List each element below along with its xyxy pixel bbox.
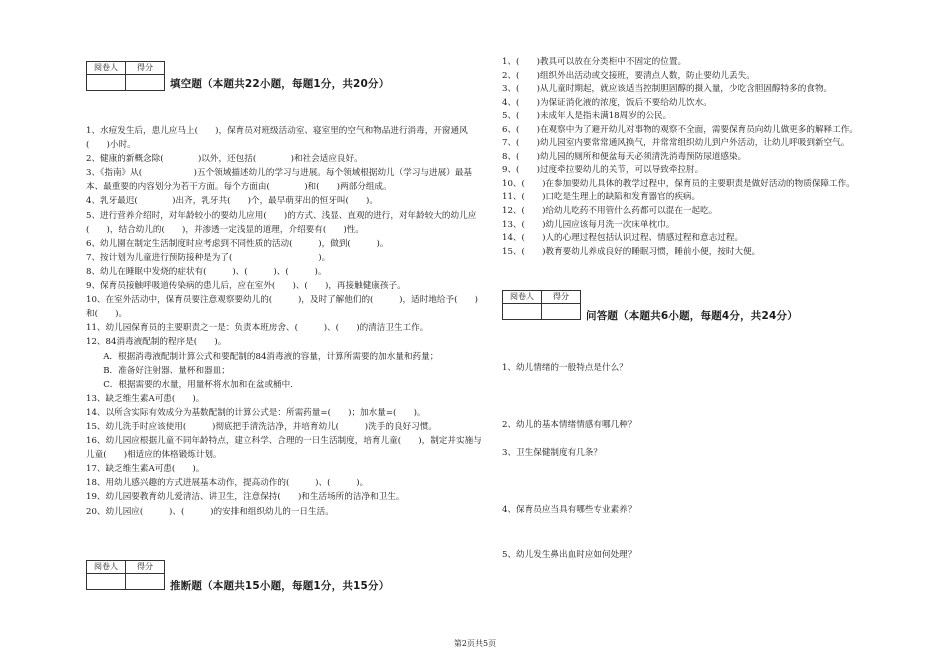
tf-question: 14、( )人的心理过程包括认识过程、情感过程和意志过程。 (502, 233, 744, 244)
score-label: 得分 (126, 561, 165, 574)
tf-question: 6、( )在观察中为了避开幼儿对事物的观察不全面，需要保育员向幼儿做更多的解释工作。 (502, 124, 858, 135)
tf-section-title: 推断题（本题共15小题，每题1分，共15分） (170, 580, 390, 592)
score-box-qa (502, 290, 581, 320)
fill-question: 1、水痘发生后，患儿应马上( )，保育员对班级活动室、寝室里的空气和物品进行消毒，开窗通风( )小时。 (86, 126, 468, 151)
tf-question: 2、( )组织外出活动或交接班，要清点人数，防止要幼儿丢失。 (502, 70, 755, 81)
fill-question: 2、健康的新概念除( )以外，还包括( )和社会适应良好。 (86, 154, 363, 165)
fill-question: 17、缺乏维生素A可患( )。 (86, 464, 205, 475)
score-label: 得分 (542, 291, 581, 304)
score-box-fill (86, 61, 165, 91)
fill-question-list (86, 124, 486, 519)
fill-option: B．准备好注射器、量杯和器皿； (86, 365, 230, 376)
tf-question-list (502, 56, 922, 259)
fill-question: 11、幼儿园保育员的主要职责之一是：负责本班房舍、( )、( )的清洁卫生工作。 (86, 323, 429, 334)
grader-label: 阅卷人 (503, 291, 542, 304)
score-box-tf (86, 560, 165, 590)
score-cell (126, 75, 165, 91)
fill-question: 8、幼儿在睡眠中发烧的症状有( )、( )、( )。 (86, 266, 327, 277)
tf-question: 3、( )从儿童时期起，就应该适当控制胆固醇的摄入量，少吃含胆固醇特多的食物。 (502, 84, 833, 95)
fill-question: 9、保育员接触呼吸道传染病的患儿后，应在室外( )、( )，再接触健康孩子。 (86, 281, 406, 292)
fill-question: 20、幼儿园应( )、( )的安排和组织幼儿的一日生活。 (86, 506, 334, 517)
left-column (86, 58, 486, 592)
grader-cell (503, 304, 542, 320)
fill-question: 7、按计划为儿童进行预防接种是为了( )。 (86, 252, 331, 263)
fill-question: 13、缺乏维生素A可患( )。 (86, 393, 205, 404)
tf-question: 9、( )过度牵拉要幼儿的关节，可以导致牵拉肘。 (502, 165, 704, 176)
score-cell (126, 574, 165, 590)
fill-question: 3、《指南》从( )五个领域描述幼儿的学习与进展。每个领域根据幼儿（学习与进展）最基本、最重要的内容划分为若干方面。每个方面由( )和( )两部分组成。 (86, 168, 473, 193)
tf-question: 15、( )教育要幼儿养成良好的睡眠习惯，睡前小便，按时大便。 (502, 246, 761, 257)
fill-question: 19、幼儿园要教育幼儿爱清洁、讲卫生，注意保持( )和生活场所的洁净和卫生。 (86, 492, 405, 503)
qa-question: 4、保育员应当具有哪些专业素养？ (502, 505, 637, 515)
fill-question: 10、在室外活动中，保育员要注意观察要幼儿的( )，及时了解他们的( )，适时地给予( )和( )。 (86, 295, 478, 320)
fill-question: 15、幼儿洗手时应该使用( )彻底把手清洗洁净，并培育幼儿( )洗手的良好习惯。 (86, 421, 437, 432)
fill-question: 12、84消毒液配制的程序是( )。 (86, 337, 227, 348)
tf-question: 4、( )为保证消化液的浓度，饭后不要给幼儿饮水。 (502, 97, 712, 108)
fill-question: 14、以所含实际有效成分为基数配制的计算公式是：所需药量=( )；加水量=( )。 (86, 407, 426, 418)
tf-question: 5、( )未成年人是指未满18周岁的公民。 (502, 111, 672, 122)
tf-question: 11、( )口吃是生理上的缺陷和发育器官的疾病。 (502, 192, 701, 203)
grader-label: 阅卷人 (87, 561, 126, 574)
fill-option: C．根据需要的水量，用量杯将水加和在盆或桶中. (86, 379, 293, 390)
tf-question: 10、( )在参加要幼儿具体的教学过程中，保育员的主要职责是做好活动的物质保障工作。 (502, 178, 855, 189)
grader-cell (87, 574, 126, 590)
grader-cell (87, 75, 126, 91)
fill-question: 5、进行营养介绍时，对年龄较小的要幼儿应用( )的方式、浅显、直观的进行，对年龄较大的幼儿应( )，结合幼儿的( )，并渗透一定浅显的道理，介绍要有( )性。 (86, 210, 477, 235)
fill-section-title: 填空题（本题共22小题，每题1分，共20分） (170, 78, 390, 90)
fill-question: 16、幼儿园应根据儿童不同年龄特点，建立科学、合理的一日生活制度，培育儿童( )，制定并实施与儿童( )相适应的体格锻炼计划。 (86, 436, 482, 461)
fill-question: 6、幼儿園在制定生活制度时应考虑到不同性质的活动( )，做到( )。 (86, 238, 389, 249)
tf-question: 7、( )幼儿园室内要常常通风换气，并常常组织幼儿到户外活动，让幼儿呼吸到新空气。 (502, 138, 850, 149)
qa-question: 1、幼儿情绪的一般特点是什么？ (502, 363, 628, 373)
tf-question: 1、( )教具可以放在分类柜中不固定的位置。 (502, 57, 687, 67)
grader-label: 阅卷人 (87, 62, 126, 75)
tf-question: 13、( )幼儿园应该每月洗一次床单枕巾。 (502, 219, 675, 230)
score-label: 得分 (126, 62, 165, 75)
qa-section-title: 问答题（本题共6小题，每题4分，共24分） (586, 310, 798, 322)
tf-question: 8、( )幼儿园的厕所和便盆每天必须清洗消毒预防尿道感染。 (502, 151, 747, 162)
tf-question: 12、( )给幼儿吃药不用管什么药都可以混在一起吃。 (502, 206, 718, 217)
fill-option: A．根据消毒液配制计算公式和要配制的84消毒液的容量，计算所需要的加水量和药量； (86, 351, 439, 362)
page-footer: 第2页共5页 (453, 639, 497, 648)
qa-question: 5、幼儿发生鼻出血时应如何处理？ (502, 550, 637, 560)
qa-question: 2、幼儿的基本情绪情感有哪几种？ (502, 420, 637, 430)
fill-question: 18、用幼儿感兴趣的方式进展基本动作，提高动作的( )、( )。 (86, 478, 369, 489)
score-cell (542, 304, 581, 320)
qa-question: 3、卫生保健制度有几条？ (502, 448, 602, 458)
fill-question: 4、乳牙最迟( )出齐，乳牙共( )个，最早萌芽出的恒牙叫( )。 (86, 196, 378, 207)
